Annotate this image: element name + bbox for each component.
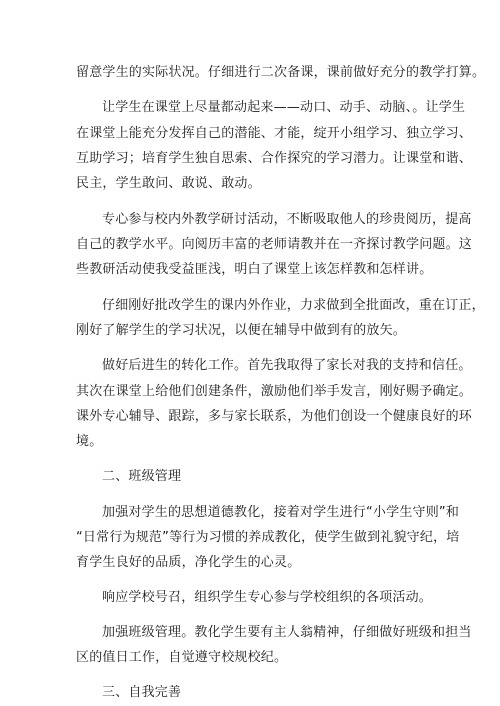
paragraph-start: 仔细刚好批改学生的课内外作业，力求做到全批面改，重在订正， bbox=[102, 298, 485, 313]
text-line: 刚好了解学生的学习状况，以便在辅导中做到有的放矢。 bbox=[76, 323, 407, 338]
paragraph-start: 加强对学生的思想道德教化，接着对学生进行“小学生守则”和 bbox=[102, 505, 460, 520]
text-line: 民主，学生敢问、敢说、敢动。 bbox=[76, 176, 261, 191]
text-line: “日常行为规范”等行为习惯的养成教化，使学生做到礼貌守纪，培 bbox=[76, 530, 460, 545]
text-line: 课外专心辅导、跟踪，多与家长联系，为他们创设一个健康良好的环 bbox=[76, 409, 473, 424]
text-line: 其次在课堂上给他们创建条件，激励他们举手发言，刚好赐予确定。 bbox=[76, 384, 473, 399]
text-line: 在课堂上能充分发挥自己的潜能、才能，绽开小组学习、独立学习、 bbox=[76, 126, 473, 141]
paragraph-start: 做好后进生的转化工作。首先我取得了家长对我的支持和信任。 bbox=[102, 358, 472, 373]
text-line: 境。 bbox=[76, 434, 103, 449]
text-line: 留意学生的实际状况。仔细进行二次备课，课前做好充分的教学打算。 bbox=[76, 65, 486, 80]
paragraph-start: 让学生在课堂上尽量都动起来——动口、动手、动脑、。让学生 bbox=[102, 100, 466, 115]
text-line: 互助学习；培育学生独自思索、合作探究的学习潜力。让课堂和谐、 bbox=[76, 151, 473, 166]
text-line: 些教研活动使我受益匪浅，明白了课堂上该怎样教和怎样讲。 bbox=[76, 262, 433, 277]
paragraph-start: 加强班级管理。教化学生要有主人翁精神，仔细做好班级和担当 bbox=[102, 625, 472, 640]
paragraph-start: 响应学校号召，组织学生专心参与学校组织的各项活动。 bbox=[102, 590, 433, 605]
paragraph-start: 专心参与校内外教学研讨活动，不断吸取他人的珍贵阅历，提高 bbox=[102, 212, 472, 227]
section-heading: 二、班级管理 bbox=[102, 469, 182, 484]
text-line: 育学生良好的品质，净化学生的心灵。 bbox=[76, 555, 301, 570]
text-line: 区的值日工作，自觉遵守校规校纪。 bbox=[76, 650, 288, 665]
section-heading: 三、自我完善 bbox=[102, 685, 182, 700]
text-line: 自己的教学水平。向阅历丰富的老师请教并在一齐探讨教学问题。这 bbox=[76, 237, 473, 252]
